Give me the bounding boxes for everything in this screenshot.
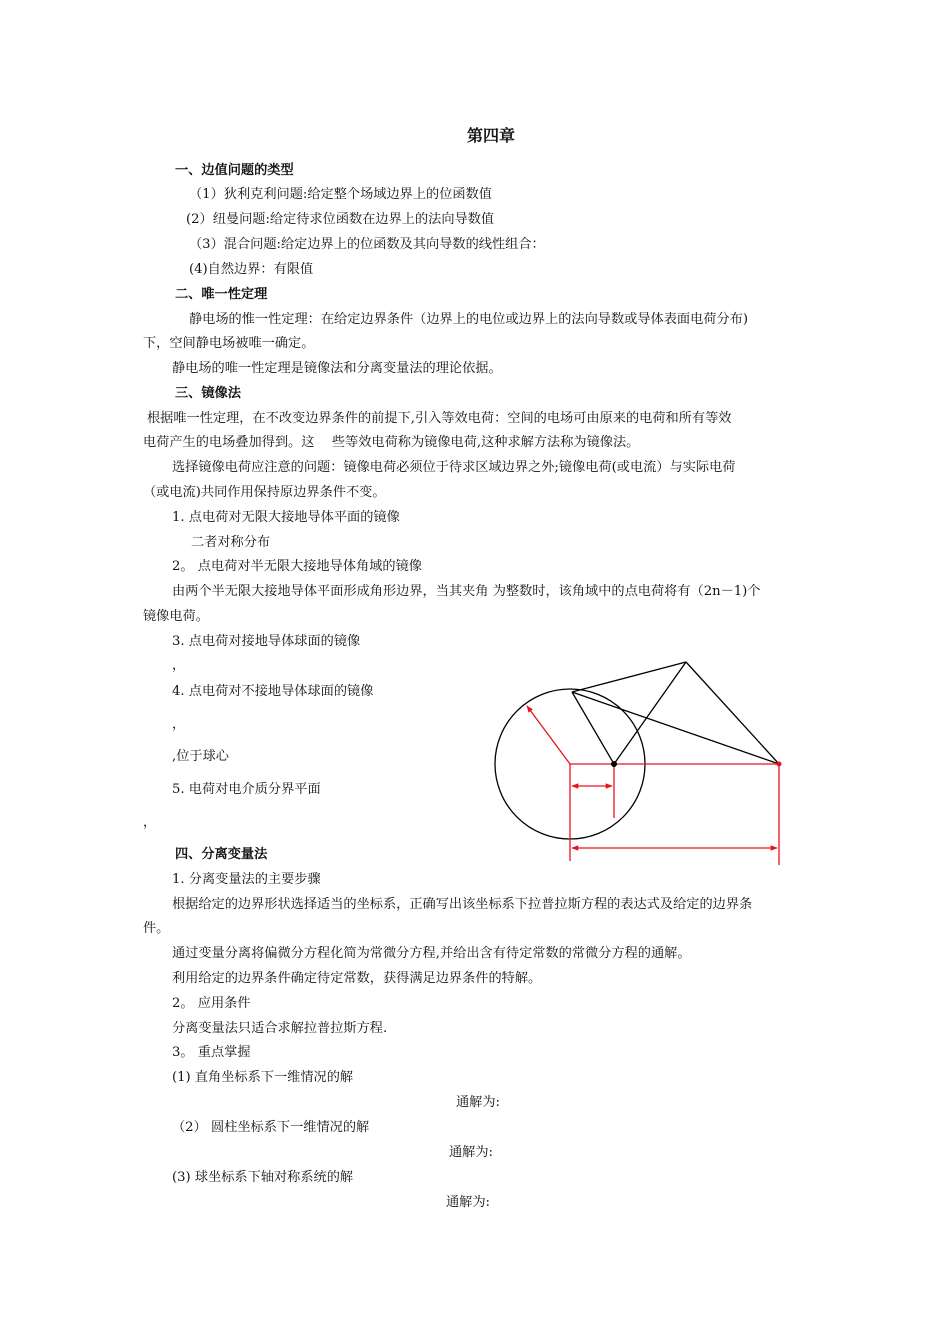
line-to-charge [686,662,779,764]
list-item: 4. 点电荷对不接地导体球面的镜像 [172,684,374,699]
list-item: (1) 直角坐标系下一维情况的解 [172,1070,354,1085]
paragraph-line: ,位于球心 [172,749,229,764]
paragraph-line: 由两个半无限大接地导体平面形成角形边界，当其夹角 为整数时，该角域中的点电荷将有（2n－1)个 [172,584,761,599]
list-item: 5. 电荷对电介质分界平面 [172,782,321,797]
paragraph-line: ， [143,815,157,830]
radius-arrow [527,706,570,764]
list-item: (3) 球坐标系下轴对称系统的解 [172,1170,354,1185]
section-heading-separation-of-variables: 四、分离变量法 [175,847,268,862]
general-solution-label: 通解为: [446,1195,491,1210]
list-item: （3）混合问题:给定边界上的位函数及其向导数的线性组合： [189,237,545,252]
chapter-title: 第四章 [467,126,516,145]
list-item: 2。 点电荷对半无限大接地导体角域的镜像 [172,559,422,574]
paragraph-line: 下，空间静电场被唯一确定。 [143,336,315,351]
paragraph-line: 根据唯一性定理，在不改变边界条件的前提下,引入等效电荷：空间的电场可由原来的电荷和所有等效 [147,411,732,426]
surface-line [572,692,779,764]
paragraph-line: 电荷产生的电场叠加得到。这 些等效电荷称为镜像电荷,这种求解方法称为镜像法。 [143,435,640,450]
list-item: 3. 点电荷对接地导体球面的镜像 [172,634,361,649]
section-heading-uniqueness: 二、唯一性定理 [175,287,268,302]
list-item: 2。 应用条件 [172,996,251,1011]
section-heading-image-method: 三、镜像法 [175,386,241,401]
list-item: 1. 点电荷对无限大接地导体平面的镜像 [172,510,400,525]
paragraph-line: 分离变量法只适合求解拉普拉斯方程. [172,1021,388,1036]
general-solution-label: 通解为: [456,1095,501,1110]
paragraph-line: 件。 [143,921,170,936]
paragraph-line: 静电场的惟一性定理：在给定边界条件（边界上的电位或边界上的法向导数或导体表面电荷分布) [189,312,749,327]
paragraph-line: 镜像电荷。 [143,609,209,624]
paragraph-line: 利用给定的边界条件确定待定常数，获得满足边界条件的特解。 [172,971,542,986]
chord-line [572,692,614,764]
tangent-line [572,662,686,692]
paragraph-line: 通过变量分离将偏微分方程化简为常微分方程,并给出含有待定常数的常微分方程的通解。 [172,946,691,961]
paragraph-line: ， [172,717,186,732]
list-item: 1. 分离变量法的主要步骤 [172,872,321,887]
paragraph-line: 选择镜像电荷应注意的问题：镜像电荷必须位于待求区域边界之外;镜像电荷(或电流）与实际电荷 [172,460,736,475]
paragraph-line: 静电场的唯一性定理是镜像法和分离变量法的理论依据。 [172,361,502,376]
image-charge-dot [611,761,617,767]
section-heading-boundary-problems: 一、边值问题的类型 [175,163,294,178]
paragraph-line: （或电流)共同作用保持原边界条件不变。 [143,485,386,500]
paragraph-line: 根据给定的边界形状选择适当的坐标系，正确写出该坐标系下拉普拉斯方程的表达式及给定的边界条 [172,897,753,912]
list-item: （2） 圆柱坐标系下一维情况的解 [172,1120,370,1135]
list-item: (2）纽曼问题:给定待求位函数在边界上的法向导数值 [186,212,495,227]
paragraph-line: ， [172,658,186,673]
list-item: （1）狄利克利问题:给定整个场域边界上的位函数值 [189,187,492,202]
list-item: (4)自然边界：有限值 [189,262,314,277]
list-item: 3。 重点掌握 [172,1045,251,1060]
point-charge-dot [777,762,782,767]
paragraph-line: 二者对称分布 [191,535,271,550]
general-solution-label: 通解为: [449,1145,494,1160]
